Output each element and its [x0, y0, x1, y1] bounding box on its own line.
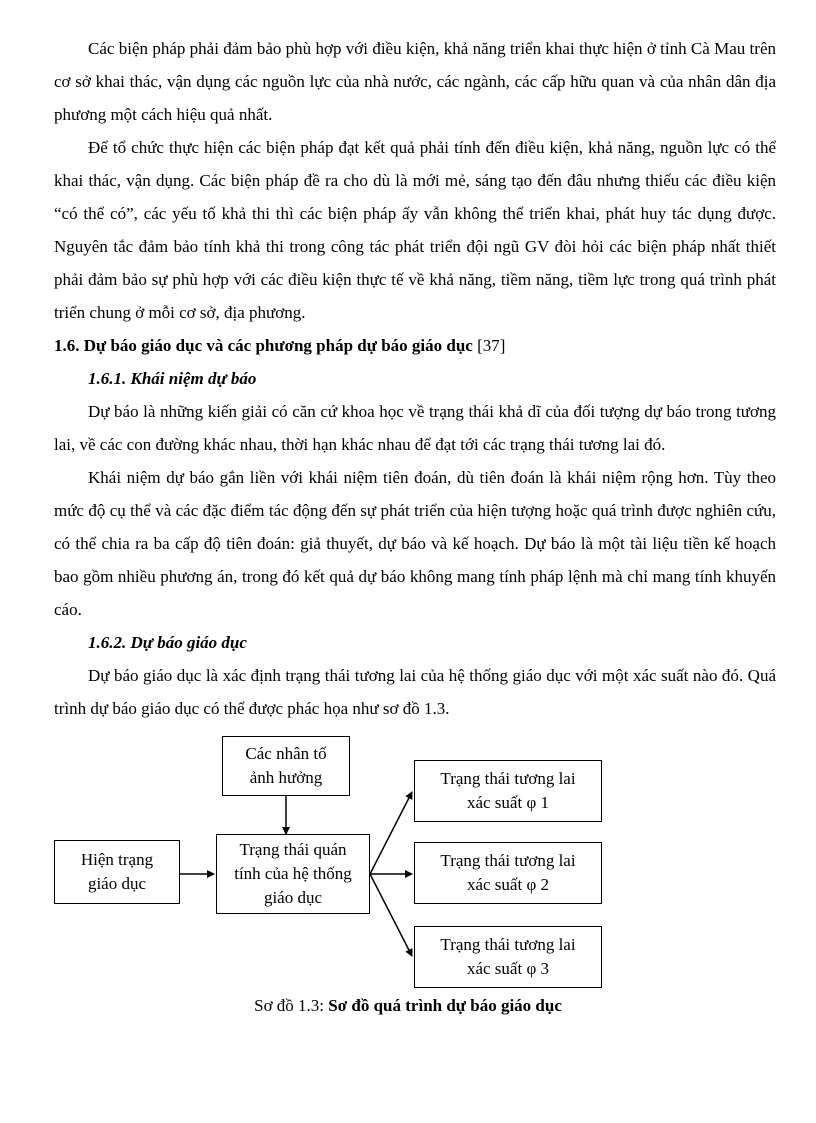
forecast-process-diagram — [0, 728, 816, 998]
document-body — [54, 32, 776, 725]
subsection-heading-1-6-1: 1.6.1. Khái niệm dự báo — [88, 369, 257, 388]
future-1-line-1: Trạng thái tương lai — [440, 769, 576, 788]
factors-line-1: Các nhân tố — [245, 744, 327, 763]
future-3-line-1: Trạng thái tương lai — [440, 935, 576, 954]
section-heading-1-6-ref: [37] — [472, 336, 506, 355]
inertia-state-box — [216, 834, 370, 914]
factors-box — [222, 736, 350, 796]
inertia-line-2: tính của hệ thống — [234, 864, 352, 883]
inertia-line-1: Trạng thái quán — [239, 840, 347, 859]
paragraph-2: Để tổ chức thực hiện các biện pháp đạt kết quả phải tính đến điều kiện, khả năng, nguồn lực có thể khai thác, vận dụng. Các biện pháp đề ra cho dù là mới mẻ, sáng tạo đến đâu nhưng thiếu các điều kiện “có thể có”, các yếu tố khả thi thì các biện pháp ấy vẫn không thể triển khai, phát huy tác dụng được. Nguyên tắc đảm bảo tính khả thi trong công tác phát triển đội ngũ GV đòi hỏi các biện pháp nhất thiết phải đảm bảo sự phù hợp với các điều kiện thực tế về khả năng, tiềm năng, tiềm lực trong quá trình phát triển chung ở mỗi cơ sở, địa phương. — [54, 138, 776, 322]
future-2-line-2: xác suất φ 2 — [466, 875, 550, 894]
arrow-to-future-1 — [370, 792, 412, 874]
arrow-to-future-3 — [370, 874, 412, 956]
paragraph-3: Dự báo là những kiến giải có căn cứ khoa học về trạng thái khả dĩ của đối tượng dự báo trong tương lai, về các con đường khác nhau, thời hạn khác nhau để đạt tới các trạng thái tương lai đó. — [54, 402, 776, 454]
future-1-line-2: xác suất φ 1 — [466, 793, 550, 812]
current-state-box — [54, 840, 180, 904]
subsection-heading-1-6-2: 1.6.2. Dự báo giáo dục — [88, 633, 247, 652]
future-state-2-box — [414, 842, 602, 904]
section-heading-1-6 — [54, 329, 776, 362]
future-3-line-2: xác suất φ 3 — [466, 959, 550, 978]
current-state-line-1: Hiện trạng — [80, 850, 154, 869]
caption-prefix: Sơ đồ 1.3: — [254, 996, 329, 1015]
current-state-line-2: giáo dục — [87, 874, 147, 893]
future-state-3-box — [414, 926, 602, 988]
caption-title: Sơ đồ quá trình dự báo giáo dục — [328, 996, 562, 1015]
section-heading-1-6-text: 1.6. Dự báo giáo dục và các phương pháp dự báo giáo dục — [54, 336, 473, 355]
diagram-caption — [0, 994, 816, 1018]
paragraph-1: Các biện pháp phải đảm bảo phù hợp với điều kiện, khả năng triển khai thực hiện ở tỉnh Cà Mau trên cơ sở khai thác, vận dụng các nguồn lực của nhà nước, các ngành, các cấp hữu quan và của nhân dân địa phương một cách hiệu quả nhất. — [54, 39, 776, 124]
factors-line-2: ảnh hưởng — [249, 768, 323, 787]
paragraph-5: Dự báo giáo dục là xác định trạng thái tương lai của hệ thống giáo dục với một xác suất nào đó. Quá trình dự báo giáo dục có thể được phác họa như sơ đồ 1.3. — [54, 666, 776, 718]
paragraph-4: Khái niệm dự báo gắn liền với khái niệm tiên đoán, dù tiên đoán là khái niệm rộng hơn. Tùy theo mức độ cụ thể và các đặc điểm tác động đến sự phát triển của hiện tượng hoặc quá trình được nghiên cứu, có thể chia ra ba cấp độ tiên đoán: giả thuyết, dự báo và kế hoạch. Dự báo là một tài liệu tiền kế hoạch bao gồm nhiều phương án, trong đó kết quả dự báo không mang tính pháp lệnh mà chỉ mang tính khuyến cáo. — [54, 468, 776, 619]
future-state-1-box — [414, 760, 602, 822]
future-2-line-1: Trạng thái tương lai — [440, 851, 576, 870]
inertia-line-3: giáo dục — [263, 888, 323, 907]
